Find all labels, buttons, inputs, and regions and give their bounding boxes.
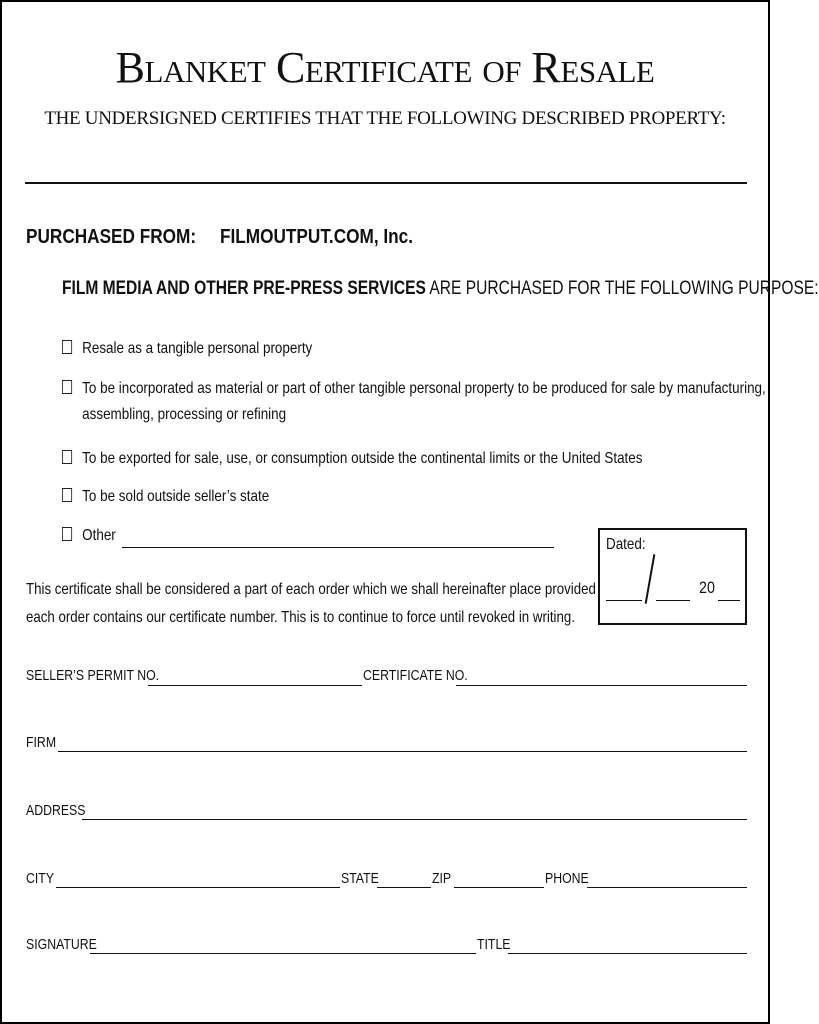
dated-box xyxy=(598,528,747,625)
dated-label: Dated: xyxy=(606,536,646,553)
signature-field[interactable] xyxy=(90,953,476,954)
firm-field[interactable] xyxy=(58,751,747,752)
city-label: CITY xyxy=(26,870,55,887)
option-label: Other xyxy=(82,527,116,544)
option-sold-outside-state xyxy=(62,484,269,510)
checkbox[interactable] xyxy=(62,340,72,354)
checkbox[interactable] xyxy=(62,450,72,464)
firm-label: FIRM xyxy=(26,734,57,751)
option-label: To be exported for sale, use, or consumption outside the continental limits or the United States xyxy=(82,450,643,467)
option-other xyxy=(62,523,116,549)
address-field[interactable] xyxy=(82,819,747,820)
purpose-statement xyxy=(62,278,819,300)
certificate-terms-line: This certificate shall be considered a part of each order which we shall hereinafter place provided xyxy=(26,581,596,598)
city-field[interactable] xyxy=(56,887,340,888)
certificate-terms-line: each order contains our certificate number. This is to continue to force until revoked in writing. xyxy=(26,609,575,626)
address-label: ADDRESS xyxy=(26,802,86,819)
state-field[interactable] xyxy=(377,887,431,888)
certificate-no-field[interactable] xyxy=(456,685,747,686)
option-label: Resale as a tangible personal property xyxy=(82,340,313,357)
date-slash xyxy=(645,554,656,604)
date-year-field[interactable] xyxy=(718,600,740,601)
zip-label: ZIP xyxy=(432,870,452,887)
option-incorporated xyxy=(62,376,766,428)
sellers-permit-label: SELLER’S PERMIT NO. xyxy=(26,667,160,684)
property-description-line[interactable] xyxy=(25,182,747,184)
purpose-rest-text: ARE PURCHASED FOR THE FOLLOWING PURPOSE: xyxy=(425,278,819,299)
zip-field[interactable] xyxy=(454,887,544,888)
title-label: TITLE xyxy=(477,936,511,953)
state-label: STATE xyxy=(341,870,379,887)
phone-label: PHONE xyxy=(545,870,589,887)
checkbox[interactable] xyxy=(62,527,72,541)
purpose-bold-text: FILM MEDIA AND OTHER PRE-PRESS SERVICES xyxy=(62,278,426,299)
certificate-terms xyxy=(26,576,596,632)
option-exported xyxy=(62,446,642,472)
title-field[interactable] xyxy=(508,953,747,954)
purchased-from-label: PURCHASED FROM: xyxy=(26,226,197,248)
date-day-field[interactable] xyxy=(656,600,690,601)
option-label: To be incorporated as material or part of other tangible personal property to be produced for sale by manufacturing, xyxy=(82,380,766,397)
certificate-no-label: CERTIFICATE NO. xyxy=(363,667,468,684)
form-subtitle: THE UNDERSIGNED CERTIFIES THAT THE FOLLOWING DESCRIBED PROPERTY: xyxy=(44,108,726,129)
other-purpose-field[interactable] xyxy=(122,547,554,548)
phone-field[interactable] xyxy=(587,887,747,888)
vendor-name: FILMOUTPUT.COM, Inc. xyxy=(220,226,414,248)
checkbox[interactable] xyxy=(62,488,72,502)
date-month-field[interactable] xyxy=(606,600,642,601)
checkbox[interactable] xyxy=(62,380,72,394)
option-resale xyxy=(62,336,312,362)
year-prefix: 20 xyxy=(699,578,715,597)
option-label-continued: assembling, processing or refining xyxy=(82,406,287,423)
form-title: Blanket Certificate of Resale xyxy=(115,43,655,92)
option-label: To be sold outside seller’s state xyxy=(82,488,270,505)
sellers-permit-field[interactable] xyxy=(148,685,362,686)
signature-label: SIGNATURE xyxy=(26,936,97,953)
